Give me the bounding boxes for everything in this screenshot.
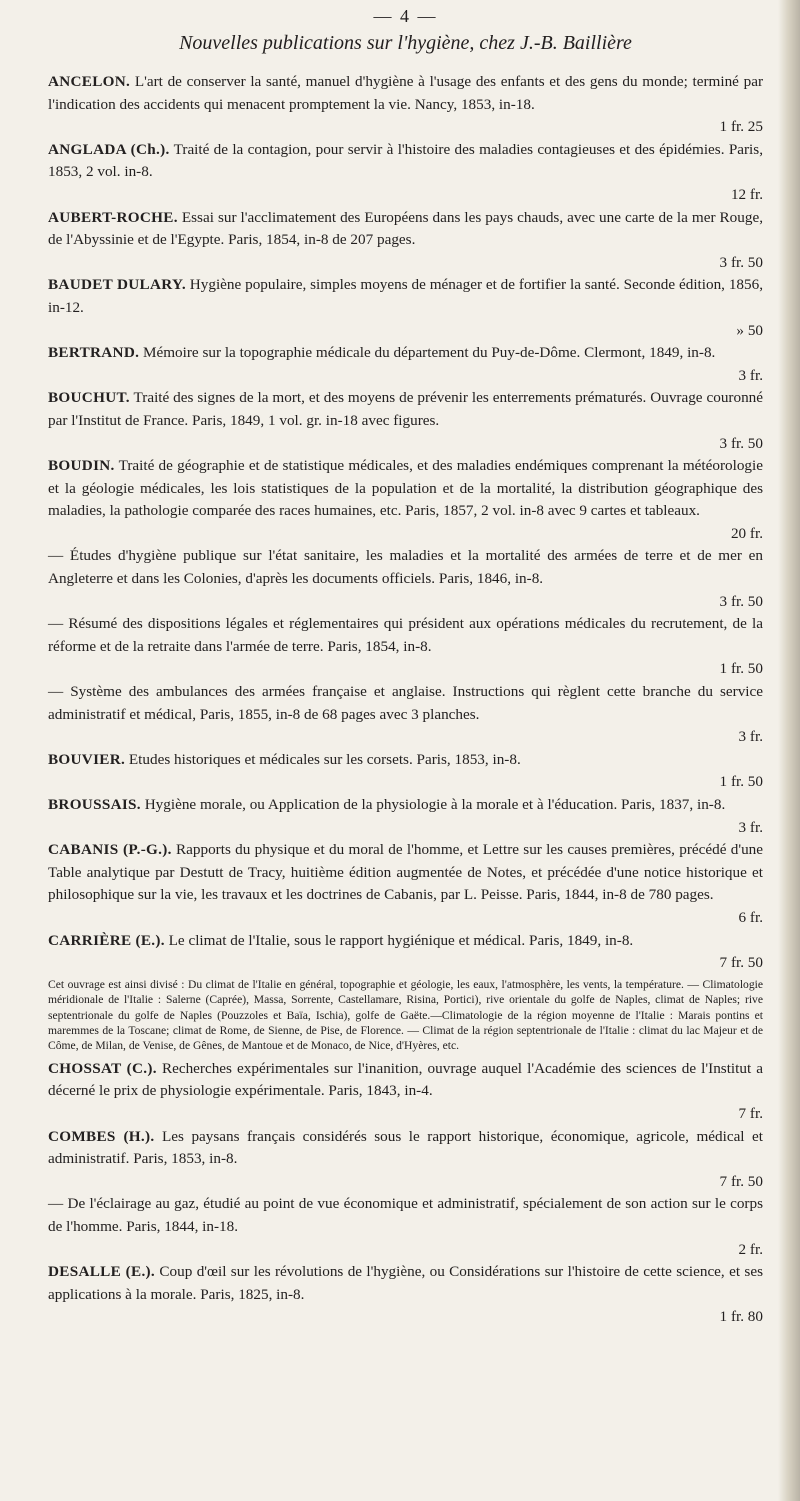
entry-author: BOUVIER. — [48, 750, 126, 768]
entry-author: DESALLE (E.). — [48, 1263, 156, 1281]
entry-price: 3 fr. 50 — [719, 253, 763, 271]
entry-price: 7 fr. 50 — [719, 1172, 763, 1190]
catalog-entry — [48, 1126, 763, 1194]
catalog-entry — [48, 274, 763, 342]
catalog-entry — [48, 387, 763, 455]
catalog-entry — [48, 139, 763, 207]
entry-text: — Résumé des dispositions légales et réglementaires qui président aux opérations médicales du recrutement, de la réforme et de la retraite dans l'armée de terre. Paris, 1854, in-8. — [48, 615, 763, 655]
entry-author: BAUDET DULARY. — [48, 276, 186, 294]
entry-price: 3 fr. 50 — [719, 592, 763, 610]
entry-text: Les paysans français considérés sous le rapport historique, économique, agricole, médical et administratif. Paris, 1853, in-8. — [48, 1127, 764, 1168]
entry-price: 1 fr. 25 — [719, 118, 763, 136]
entry-price: 7 fr. 50 — [719, 954, 763, 972]
catalog-entry — [48, 342, 763, 387]
catalog-entries — [48, 71, 763, 1329]
entry-author: BOUDIN. — [48, 457, 115, 475]
contents-note: Cet ouvrage est ainsi divisé : Du climat de l'Italie en général, topographie et géologie, les eaux, l'atmosphère, les vents, la température. — Climatologie méridionale de l'Italie : Salerne (Caprée), Massa, Sorrente, Castellamare, Risina, Portici), rive orientale du golfe de Naples, climat de Naples; rive septentrionale du golfe de Naples (Pouzzoles et Baïa, Ischia), golfe de Gaëte.—Climatologie de la région moyenne de l'Italie : Marais pontins et maremmes de la Toscane; climat de Rome, de Sienne, de Pise, de Florence. — Climat de la région septentrionale de l'Italie : climat du lac Majeur et de Côme, de Milan, de Venise, de Gênes, de Mantoue et de Monaco, de Nice, d'Hyères, etc. — [48, 977, 763, 1053]
entry-author: CABANIS (P.-G.). — [48, 841, 172, 859]
entry-price: 3 fr. — [738, 366, 763, 384]
entry-text: — De l'éclairage au gaz, étudié au point de vue économique et administratif, spécialement de son action sur le corps de l'homme. Paris, 1844, in-18. — [48, 1195, 763, 1235]
entry-text: Traité des signes de la mort, et des moyens de prévenir les enterrements prématurés. Ouvrage couronné par l'Institut de France. Paris, 1849, 1 vol. gr. in-18 avec figures. — [48, 389, 763, 429]
catalog-subentry — [48, 681, 763, 749]
page-number: — 4 — — [373, 6, 438, 26]
catalog-entry — [48, 1261, 763, 1329]
entry-text: Recherches expérimentales sur l'inanition, ouvrage auquel l'Académie des sciences de l'Institut a décerné le prix de physiologie expérimentale. Paris, 1843, in-4. — [48, 1059, 764, 1100]
page-edge-shadow — [778, 0, 800, 1501]
entry-price: 3 fr. — [738, 818, 763, 836]
entry-text: Traité de géographie et de statistique médicales, et des maladies endémiques comprenant la météorologie et la géologie médicales, les lois statistiques de la population et de la mortalité, la distribution géographique des maladies, la pathologie comparée des races humaines, etc. Paris, 1857, 2 vol. in-8 avec 9 cartes et tableaux. — [48, 457, 763, 520]
entry-price: 1 fr. 80 — [719, 1308, 763, 1326]
entry-price: 1 fr. 50 — [719, 773, 763, 791]
entry-price: 20 fr. — [730, 524, 763, 542]
entry-author: CARRIÈRE (E.). — [48, 931, 165, 949]
entry-price: 1 fr. 50 — [719, 660, 763, 678]
entry-text: Essai sur l'acclimatement des Européens dans les pays chauds, avec une carte de la mer Rouge, de l'Abyssinie et de l'Egypte. Paris, 1854, in-8 de 207 pages. — [48, 208, 764, 249]
entry-text: Coup d'œil sur les révolutions de l'hygiène, ou Considérations sur l'histoire de cette science, et ses applications à la morale. Paris, 1825, in-8. — [48, 1263, 763, 1303]
entry-author: BROUSSAIS. — [48, 796, 141, 813]
entry-author: ANGLADA (Ch.). — [48, 140, 170, 158]
entry-text: Etudes historiques et médicales sur les corsets. Paris, 1853, in-8. — [128, 750, 521, 768]
entry-text: Hygiène populaire, simples moyens de ménager et de fortifier la santé. Seconde édition, 1856, in-12. — [48, 276, 764, 316]
entry-price: 6 fr. — [738, 908, 763, 926]
catalog-entry — [48, 930, 763, 975]
entry-text: Traité de la contagion, pour servir à l'histoire des maladies contagieuses et des épidémies. Paris, 1853, 2 vol. in-8. — [48, 140, 763, 181]
entry-author: BERTRAND. — [48, 344, 140, 362]
catalog-entry — [48, 794, 763, 839]
entry-price: » 50 — [736, 321, 763, 339]
catalog-subentry — [48, 1193, 763, 1261]
catalog-entry — [48, 71, 763, 139]
catalog-entry — [48, 749, 763, 794]
entry-text: Hygiène morale, ou Application de la physiologie à la morale et à l'éducation. Paris, 1837, in-8. — [144, 796, 726, 813]
entry-text: Rapports du physique et du moral de l'homme, et Lettre sur les causes premières, précédé d'une Table analytique par Destutt de Tracy, huitième édition augmentée de Notes, et précédée d'une notice historique et philosophique sur la vie, les travaux et les doctrines de Cabanis, par L. Peisse. Paris, 1844, in-8 de 780 pages. — [48, 841, 764, 904]
catalog-entry — [48, 1058, 763, 1126]
entry-author: CHOSSAT (C.). — [48, 1059, 157, 1077]
entry-text: Le climat de l'Italie, sous le rapport hygiénique et médical. Paris, 1849, in-8. — [168, 931, 634, 949]
book-page — [48, 0, 763, 1329]
entry-text: — Système des ambulances des armées française et anglaise. Instructions qui règlent cette branche du service administratif et médical, Paris, 1855, in-8 de 68 pages avec 3 planches. — [48, 683, 763, 723]
catalog-entry — [48, 455, 763, 545]
entry-text: L'art de conserver la santé, manuel d'hygiène à l'usage des enfants et des gens du monde; terminé par l'indication des accidents qui menacent promptement la vie. Nancy, 1853, in-18. — [48, 73, 764, 113]
entry-author: AUBERT-ROCHE. — [48, 208, 178, 226]
entry-price: 2 fr. — [738, 1240, 763, 1258]
entry-price: 3 fr. 50 — [719, 434, 763, 452]
entry-text: — Études d'hygiène publique sur l'état sanitaire, les maladies et la mortalité des armées de terre et de mer en Angleterre et dans les Colonies, d'après les documents officiels. Paris, 1846, in-8. — [48, 547, 763, 588]
entry-text: Mémoire sur la topographie médicale du département du Puy-de-Dôme. Clermont, 1849, in-8. — [143, 344, 716, 362]
entry-author: ANCELON. — [48, 73, 131, 90]
entry-author: BOUCHUT. — [48, 389, 130, 407]
entry-price: 12 fr. — [730, 185, 763, 203]
entry-price: 7 fr. — [738, 1104, 763, 1122]
entry-price: 3 fr. — [738, 728, 763, 746]
catalog-entry — [48, 839, 763, 929]
catalog-subentry — [48, 545, 763, 613]
running-title: Nouvelles publications sur l'hygiène, chez J.-B. Baillière — [179, 32, 632, 54]
catalog-entry — [48, 207, 763, 275]
catalog-subentry — [48, 613, 763, 681]
entry-author: COMBES (H.). — [48, 1127, 155, 1145]
